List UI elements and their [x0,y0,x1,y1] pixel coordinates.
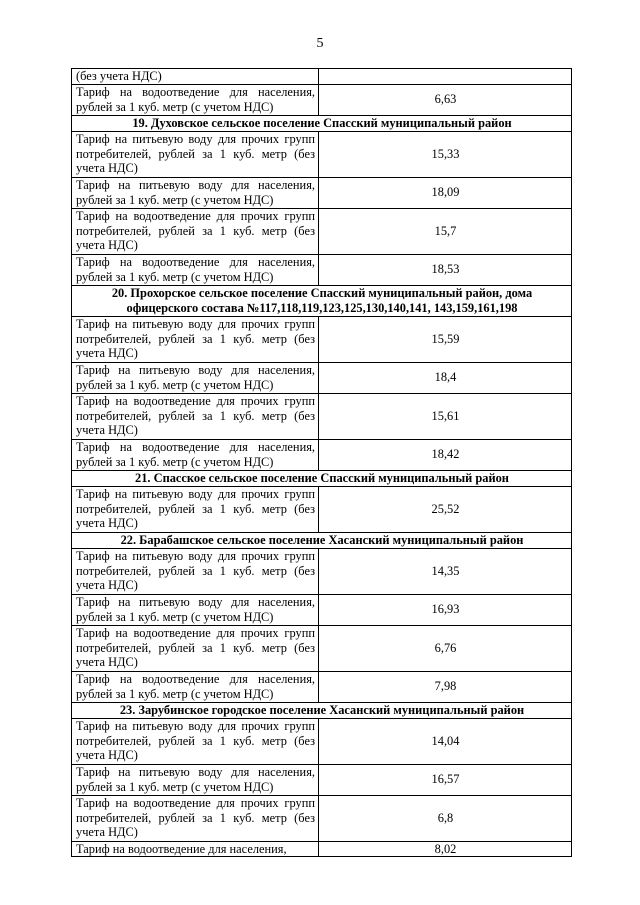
table-row [72,439,572,470]
tariff-value: 8,02 [319,841,572,857]
table-row [72,718,572,764]
section-row [72,115,572,131]
tariff-label: Тариф на питьевую воду для населения, рублей за 1 куб. метр (с учетом НДС) [72,594,319,625]
tariff-value: 18,09 [319,177,572,208]
section-heading: 22. Барабашское сельское поселение Хасанский муниципальный район [72,532,572,548]
tariff-value: 15,7 [319,208,572,254]
table-row [72,594,572,625]
tariff-value: 7,98 [319,671,572,702]
table-row [72,208,572,254]
table-row [72,548,572,594]
table-row [72,393,572,439]
tariff-value [319,69,572,85]
tariff-value: 18,53 [319,254,572,285]
section-row [72,470,572,486]
tariff-label: Тариф на питьевую воду для населения, рублей за 1 куб. метр (с учетом НДС) [72,362,319,393]
tariff-label: Тариф на водоотведение для прочих групп потребителей, рублей за 1 куб. метр (без учета НДС) [72,795,319,841]
tariff-value: 18,42 [319,439,572,470]
tariff-value: 14,04 [319,718,572,764]
table-row [72,671,572,702]
table-row [72,177,572,208]
tariff-value: 16,93 [319,594,572,625]
tariff-value: 6,76 [319,625,572,671]
section-row [72,285,572,316]
section-row [72,532,572,548]
table-row [72,254,572,285]
tariff-label: Тариф на водоотведение для населения, рублей за 1 куб. метр (с учетом НДС) [72,254,319,285]
table-row [72,841,572,857]
section-row [72,702,572,718]
table-row [72,764,572,795]
tariff-label: Тариф на водоотведение для прочих групп потребителей, рублей за 1 куб. метр (без учета НДС) [72,208,319,254]
tariff-label: Тариф на водоотведение для населения, рублей за 1 куб. метр (с учетом НДС) [72,439,319,470]
tariff-label: Тариф на водоотведение для населения, [72,841,319,857]
tariff-value: 6,8 [319,795,572,841]
table-row [72,316,572,362]
table-row [72,362,572,393]
table-row [72,69,572,85]
table-row [72,795,572,841]
tariff-value: 18,4 [319,362,572,393]
table-row [72,84,572,115]
tariff-label: Тариф на питьевую воду для прочих групп потребителей, рублей за 1 куб. метр (без учета НДС) [72,486,319,532]
tariff-label: Тариф на питьевую воду для прочих групп потребителей, рублей за 1 куб. метр (без учета НДС) [72,316,319,362]
table-row [72,486,572,532]
tariff-value: 16,57 [319,764,572,795]
tariff-label: Тариф на водоотведение для прочих групп потребителей, рублей за 1 куб. метр (без учета НДС) [72,393,319,439]
section-heading: 20. Прохорское сельское поселение Спасский муниципальный район, дома офицерского состава №117,118,119,123,125,130,140,141, 143,159,161,198 [72,285,572,316]
tariff-value: 15,33 [319,131,572,177]
tariff-label: Тариф на водоотведение для населения, рублей за 1 куб. метр (с учетом НДС) [72,671,319,702]
tariff-label: Тариф на питьевую воду для населения, рублей за 1 куб. метр (с учетом НДС) [72,177,319,208]
page-number: 5 [316,36,324,51]
tariff-label: Тариф на питьевую воду для населения, рублей за 1 куб. метр (с учетом НДС) [72,764,319,795]
tariff-value: 15,59 [319,316,572,362]
section-heading: 19. Духовское сельское поселение Спасский муниципальный район [72,115,572,131]
section-heading: 21. Спасское сельское поселение Спасский муниципальный район [72,470,572,486]
tariff-label: Тариф на водоотведение для населения, рублей за 1 куб. метр (с учетом НДС) [72,84,319,115]
tariff-value: 15,61 [319,393,572,439]
tariff-value: 25,52 [319,486,572,532]
tariff-label: Тариф на питьевую воду для прочих групп потребителей, рублей за 1 куб. метр (без учета НДС) [72,718,319,764]
tariff-label: Тариф на питьевую воду для прочих групп потребителей, рублей за 1 куб. метр (без учета НДС) [72,131,319,177]
tariff-label: Тариф на питьевую воду для прочих групп потребителей, рублей за 1 куб. метр (без учета НДС) [72,548,319,594]
tariff-label: Тариф на водоотведение для прочих групп потребителей, рублей за 1 куб. метр (без учета НДС) [72,625,319,671]
table-row [72,625,572,671]
tariff-label: (без учета НДС) [72,69,319,85]
section-heading: 23. Зарубинское городское поселение Хасанский муниципальный район [72,702,572,718]
table-row [72,131,572,177]
tariff-value: 6,63 [319,84,572,115]
tariff-table [71,68,572,857]
tariff-value: 14,35 [319,548,572,594]
